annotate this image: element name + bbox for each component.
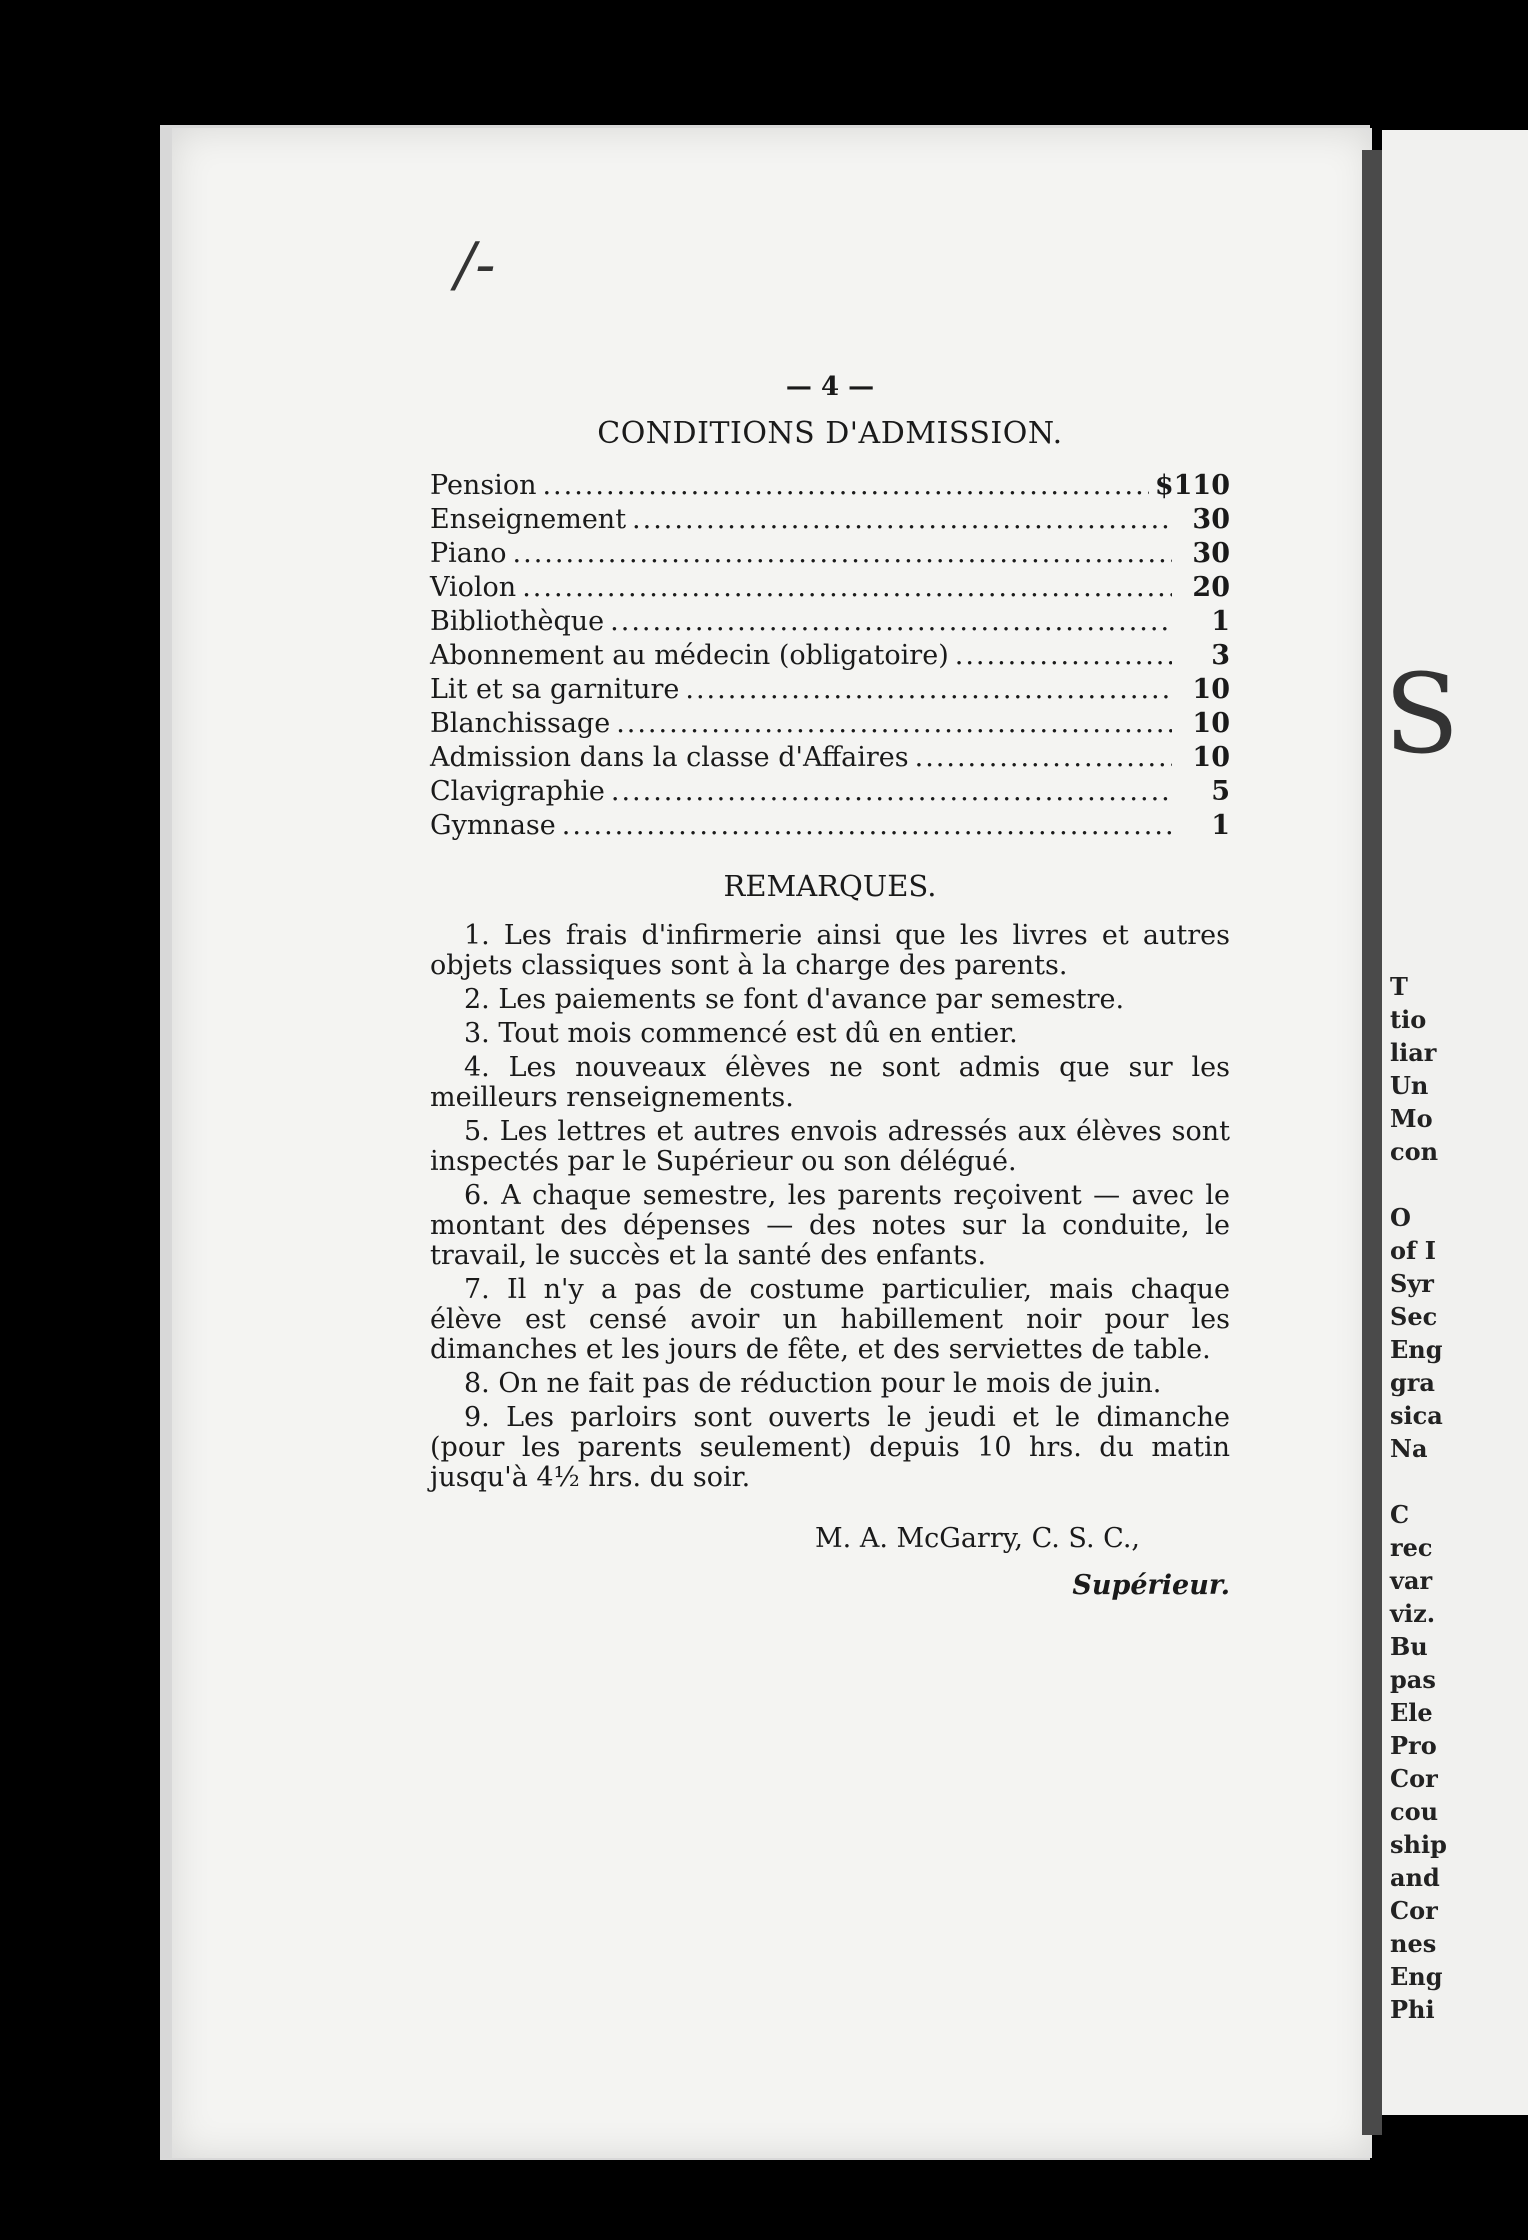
facing-page-fragment: Bu (1390, 1632, 1428, 1661)
facing-page-fragment: Eng (1390, 1335, 1443, 1364)
fee-leader-dots (915, 741, 1172, 775)
facing-page-fragment: ship (1390, 1830, 1447, 1859)
facing-page-fragment: sica (1390, 1401, 1443, 1430)
facing-page-fragment: Mo (1390, 1104, 1433, 1133)
page-number: — 4 — (785, 372, 875, 402)
fee-name: Abonnement au médecin (obligatoire) (430, 640, 949, 671)
facing-page-fragment: viz. (1390, 1599, 1436, 1628)
fee-row (430, 707, 1230, 741)
remark-item: 6. A chaque semestre, les parents reçoivent — avec le montant des dépenses — des notes sur la conduite, le travail, le succès et la santé des enfants. (430, 1180, 1230, 1271)
remark-item: 3. Tout mois commencé est dû en entier. (464, 1018, 1018, 1049)
remark-item: 2. Les paiements se font d'avance par semestre. (464, 984, 1125, 1015)
page-title: CONDITIONS D'ADMISSION. (597, 416, 1063, 451)
facing-page-fragment: Na (1390, 1434, 1428, 1463)
page-content (430, 372, 1230, 1601)
fee-name: Gymnase (430, 810, 556, 841)
fee-amount: 30 (1192, 538, 1230, 569)
remark-item: 7. Il n'y a pas de costume particulier, mais chaque élève est censé avoir un habillement noir pour les dimanches et les jours de fête, et des serviettes de table. (430, 1274, 1230, 1365)
fee-row (430, 809, 1230, 843)
remark-item: 5. Les lettres et autres envois adressés aux élèves sont inspectés par le Supérieur ou son délégué. (430, 1116, 1230, 1177)
fee-row (430, 537, 1230, 571)
fee-name: Admission dans la classe d'Affaires (430, 742, 909, 773)
facing-page-fragment: tio (1390, 1005, 1427, 1034)
facing-page-fragment: pas (1390, 1665, 1436, 1694)
fee-amount: 5 (1211, 776, 1230, 807)
fee-leader-dots (513, 537, 1172, 571)
facing-page-fragment: Phi (1390, 1995, 1435, 2024)
facing-page-fragment: con (1390, 1137, 1439, 1166)
facing-page-fragment: Pro (1390, 1731, 1437, 1760)
fee-amount: 20 (1192, 572, 1230, 603)
fee-list (430, 469, 1230, 843)
fee-leader-dots (955, 639, 1172, 673)
fee-row (430, 741, 1230, 775)
fee-amount: $110 (1154, 470, 1230, 501)
facing-page (1382, 130, 1528, 2115)
fee-row (430, 639, 1230, 673)
fee-name: Lit et sa garniture (430, 674, 680, 705)
handwritten-mark: /- (455, 230, 496, 300)
fee-row (430, 605, 1230, 639)
fee-row (430, 775, 1230, 809)
fee-leader-dots (632, 503, 1172, 537)
facing-page-fragment: cou (1390, 1797, 1439, 1826)
facing-page-fragment: gra (1390, 1368, 1435, 1397)
facing-page-fragment: Un (1390, 1071, 1429, 1100)
fee-leader-dots (616, 707, 1172, 741)
fee-leader-dots (611, 775, 1172, 809)
remark-item: 8. On ne fait pas de réduction pour le mois de juin. (464, 1368, 1162, 1399)
signature-block (430, 1523, 1230, 1601)
facing-page-fragments (1390, 970, 1447, 2026)
fee-leader-dots (685, 673, 1172, 707)
facing-page-fragment: Cor (1390, 1896, 1438, 1925)
fee-name: Pension (430, 470, 537, 501)
fee-amount: 10 (1192, 742, 1230, 773)
facing-page-fragment: Sec (1390, 1302, 1438, 1331)
signature-title: Supérieur. (1072, 1570, 1230, 1601)
fee-name: Clavigraphie (430, 776, 605, 807)
fee-amount: 1 (1211, 606, 1230, 637)
fee-row (430, 469, 1230, 503)
facing-page-fragment: and (1390, 1863, 1440, 1892)
fee-leader-dots (542, 469, 1148, 503)
facing-page-fragment: Syr (1390, 1269, 1434, 1298)
book-gutter (1362, 150, 1382, 2135)
fee-leader-dots (562, 809, 1172, 843)
fee-leader-dots (522, 571, 1172, 605)
facing-page-fragment: rec (1390, 1533, 1433, 1562)
fee-row (430, 503, 1230, 537)
facing-page-fragment: liar (1390, 1038, 1437, 1067)
facing-page-fragment: O (1390, 1203, 1411, 1232)
fee-amount: 1 (1211, 810, 1230, 841)
fee-leader-dots (610, 605, 1172, 639)
facing-page-fragment: Cor (1390, 1764, 1438, 1793)
facing-page-fragment: Eng (1390, 1962, 1443, 1991)
fee-name: Violon (430, 572, 517, 603)
remark-item: 4. Les nouveaux élèves ne sont admis que sur les meilleurs renseignements. (430, 1052, 1230, 1113)
fee-amount: 10 (1192, 708, 1230, 739)
facing-page-fragment: Ele (1390, 1698, 1433, 1727)
fee-amount: 30 (1192, 504, 1230, 535)
facing-page-fragment: of I (1390, 1236, 1436, 1265)
facing-page-fragment (1390, 1465, 1447, 1498)
facing-page-fragment: var (1390, 1566, 1433, 1595)
remarks-list (430, 921, 1230, 1493)
facing-page-big-letter: S (1384, 650, 1460, 778)
signature-name: M. A. McGarry, C. S. C., (815, 1523, 1140, 1554)
fee-name: Piano (430, 538, 507, 569)
fee-name: Enseignement (430, 504, 627, 535)
fee-row (430, 673, 1230, 707)
fee-row (430, 571, 1230, 605)
remark-item: 1. Les frais d'infirmerie ainsi que les livres et autres objets classiques sont à la charge des parents. (430, 920, 1230, 981)
facing-page-fragment: T (1390, 972, 1408, 1001)
fee-amount: 10 (1192, 674, 1230, 705)
fee-name: Bibliothèque (430, 606, 605, 637)
fee-amount: 3 (1211, 640, 1230, 671)
remarks-title: REMARQUES. (723, 869, 937, 903)
fee-name: Blanchissage (430, 708, 611, 739)
facing-page-fragment (1390, 1168, 1447, 1201)
facing-page-fragment: C (1390, 1500, 1410, 1529)
facing-page-fragment: nes (1390, 1929, 1437, 1958)
remark-item: 9. Les parloirs sont ouverts le jeudi et le dimanche (pour les parents seulement) depuis 10 hrs. du matin jusqu'à 4½ hrs. du soir. (430, 1402, 1230, 1493)
